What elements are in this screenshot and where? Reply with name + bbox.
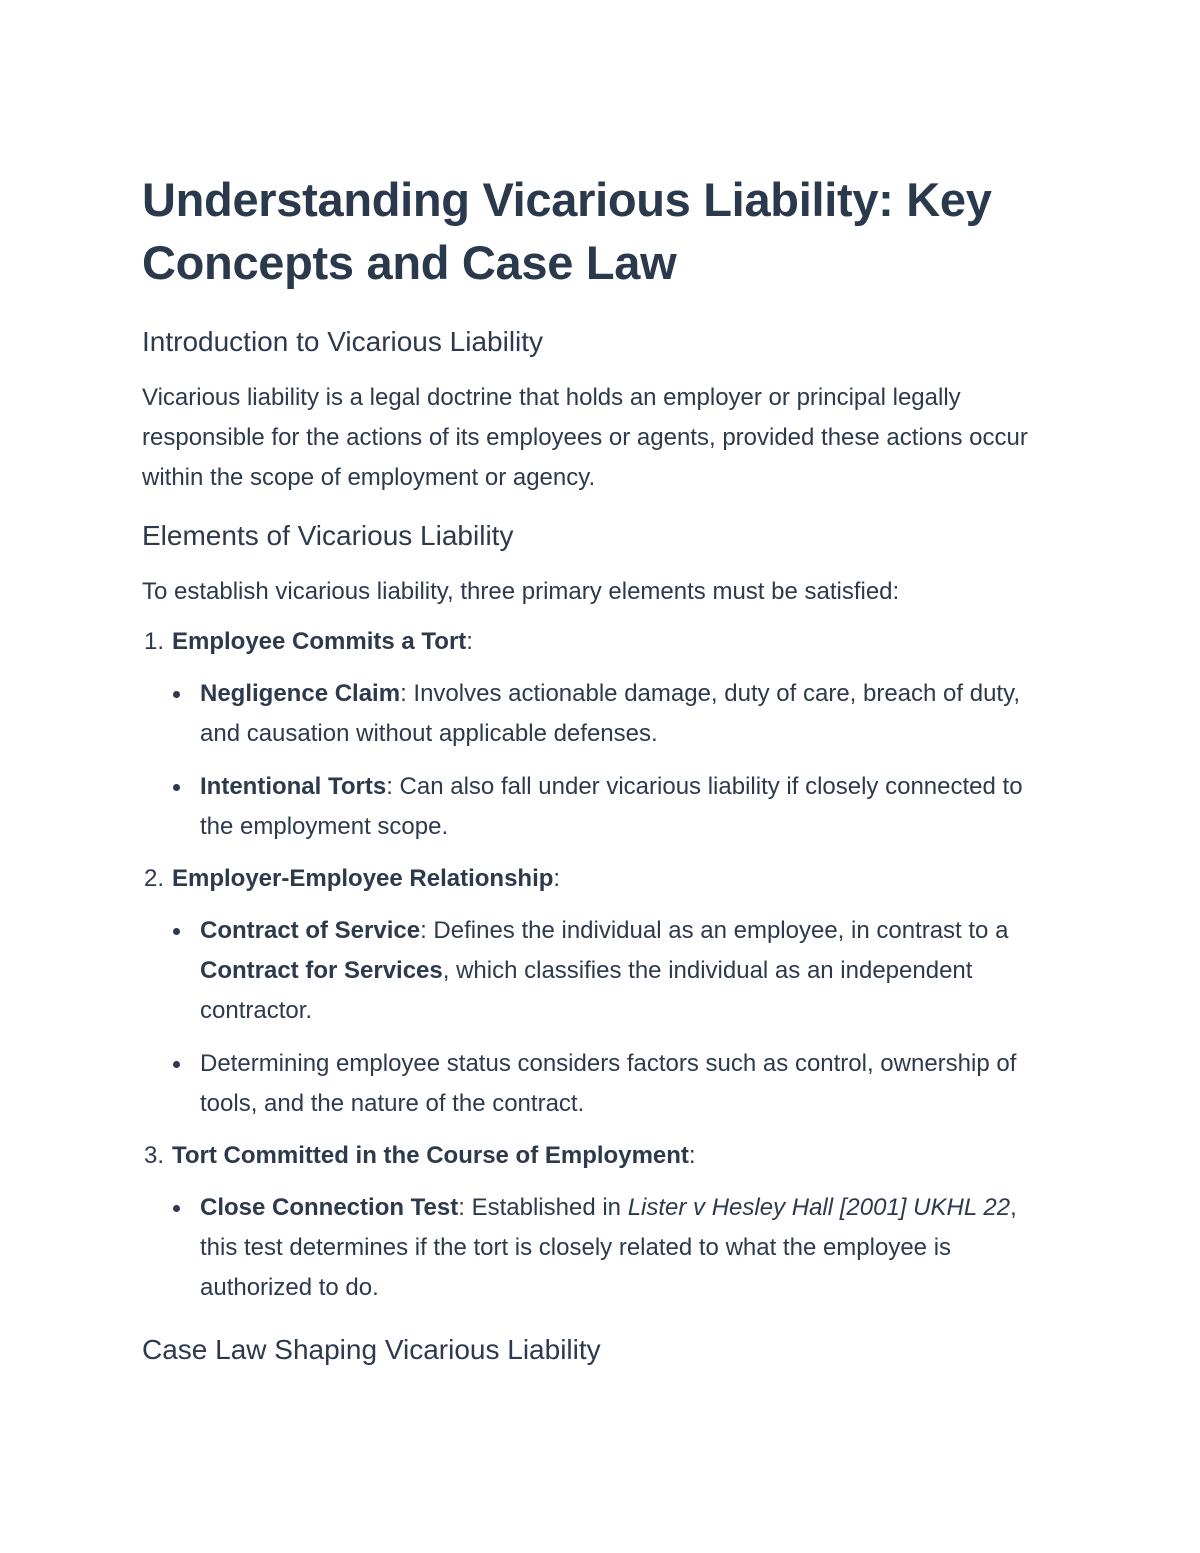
elements-paragraph: To establish vicarious liability, three primary elements must be satisfied: [142,578,900,605]
list-item [142,911,1060,1031]
element-title: Employer-Employee Relationship [172,865,554,892]
term: Close Connection Test [200,1194,459,1221]
element-item-3 [142,1136,1062,1308]
bullet-icon [173,928,180,935]
term: Contract for Services [200,957,443,984]
term-description: , this test determines if the tort is closely related to what the employee is authorized to do. [200,1194,1017,1301]
bullet-icon [173,1061,180,1068]
item-text: Determining employee status considers factors such as control, ownership of tools, and the nature of the contract. [200,1050,1017,1117]
document-page [142,168,1062,1368]
list-item [142,767,1060,847]
sub-list [142,1188,1062,1308]
term-description: : Involves actionable damage, duty of care, breach of duty, and causation without applicable defenses. [200,680,1020,747]
list-item [142,1188,1060,1308]
term: Contract of Service [200,917,421,944]
term: Intentional Torts [200,773,387,800]
section-heading-case-law: Case Law Shaping Vicarious Liability [142,1334,601,1365]
term-description: : Defines the individual as an employee, in contrast to a [420,917,1009,944]
intro-paragraph: Vicarious liability is a legal doctrine that holds an employer or principal legally responsible for the actions of its employees or agents, provided these actions occur within the scope of employment or agency. [142,384,1028,491]
elements-list [142,622,1062,1308]
element-item-1 [142,622,1062,847]
term-description: : Can also fall under vicarious liability if closely connected to the employment scope. [200,773,1023,840]
element-title-suffix: : [466,628,473,655]
element-title: Tort Committed in the Course of Employment [172,1142,689,1169]
list-item [142,674,1060,754]
bullet-icon [173,691,180,698]
section-heading-elements: Elements of Vicarious Liability [142,520,514,551]
case-citation: Lister v Hesley Hall [2001] UKHL 22 [627,1194,1011,1221]
page-title: Understanding Vicarious Liability: Key Concepts and Case Law [142,173,992,289]
sub-list [142,674,1062,847]
list-number: 3. [144,1142,165,1169]
term-description: : Established in [458,1194,628,1221]
list-number: 1. [144,628,165,655]
bullet-icon [173,1205,180,1212]
list-number: 2. [144,865,165,892]
bullet-icon [173,784,180,791]
list-item [142,1044,1060,1124]
element-title-suffix: : [553,865,561,892]
term-description: , which classifies the individual as an independent contractor. [200,957,973,1024]
element-title-suffix: : [688,1142,696,1169]
section-heading-introduction: Introduction to Vicarious Liability [142,326,544,357]
term: Negligence Claim [200,680,401,707]
element-item-2 [142,859,1062,1124]
element-title: Employee Commits a Tort [172,628,467,655]
sub-list [142,911,1062,1124]
